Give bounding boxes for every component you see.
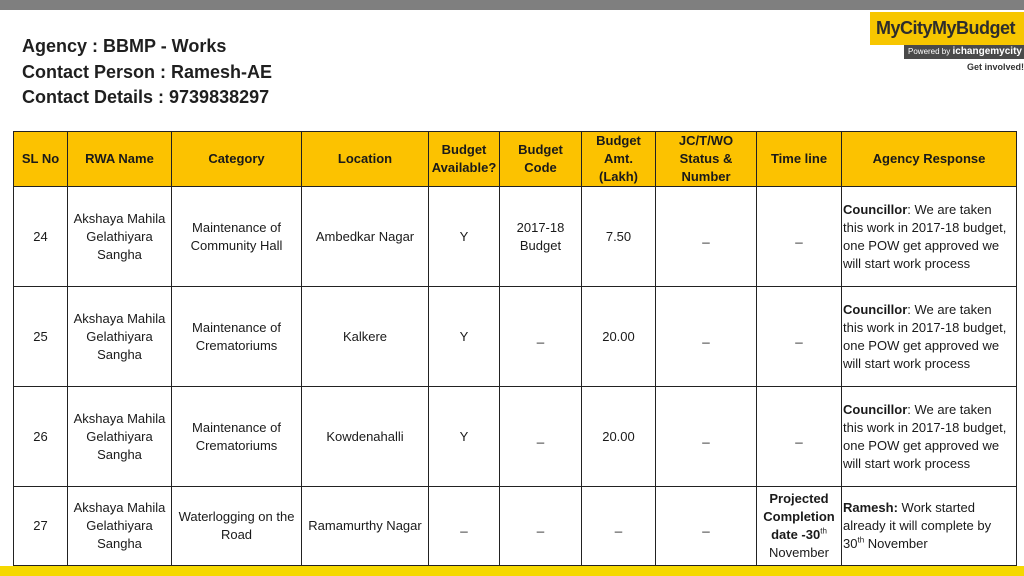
col-header: Location xyxy=(302,132,429,187)
response-suffix: th xyxy=(857,535,865,545)
top-strip xyxy=(0,0,1024,10)
response-text: : We are taken this work in 2017-18 budget, one POW get approved we will start work process xyxy=(843,301,1007,371)
cell-rwa: Akshaya Mahila Gelathiyara Sangha xyxy=(68,387,172,487)
response-author: Ramesh: xyxy=(843,500,898,515)
agency-line: Agency : BBMP - Works xyxy=(22,36,227,56)
cell-sl: 25 xyxy=(14,287,68,387)
cell-available: Y xyxy=(429,387,500,487)
logo-title: MyCityMyBudget xyxy=(870,12,1024,45)
response-author: Councillor xyxy=(843,401,908,417)
table-row xyxy=(14,287,1017,387)
cell-code: _ xyxy=(500,487,582,566)
cell-location: Kalkere xyxy=(302,287,429,387)
response-text: : We are taken this work in 2017-18 budget, one POW get approved we will start work process xyxy=(843,401,1007,471)
cell-category: Waterlogging on the Road xyxy=(172,487,302,566)
cell-category: Maintenance of Crematoriums xyxy=(172,387,302,487)
cell-category: Maintenance of Community Hall xyxy=(172,187,302,287)
contact-person-line: Contact Person : Ramesh-AE xyxy=(22,61,273,82)
col-header: Budget Available? xyxy=(429,132,500,187)
response-author: Councillor xyxy=(843,301,908,317)
cell-sl: 24 xyxy=(14,187,68,287)
cell-rwa: Akshaya Mahila Gelathiyara Sangha xyxy=(68,187,172,287)
col-header: Budget Amt. (Lakh) xyxy=(582,132,656,187)
cell-response xyxy=(842,287,1017,387)
cell-available: Y xyxy=(429,187,500,287)
cell-code: 2017-18 Budget xyxy=(500,187,582,287)
cell-available: Y xyxy=(429,287,500,387)
response-text: Work started already it will complete by 30 xyxy=(843,500,992,551)
partner-name: ichangemycity xyxy=(952,46,1022,57)
col-header: SL No xyxy=(14,132,68,187)
col-header: RWA Name xyxy=(68,132,172,187)
bottom-strip xyxy=(0,566,1024,576)
table-row xyxy=(14,487,1017,566)
response-month: November xyxy=(864,536,928,551)
cell-category: Maintenance of Crematoriums xyxy=(172,287,302,387)
cell-sl: 27 xyxy=(14,487,68,566)
timeline-projected: Projected Completion date -30 xyxy=(763,491,835,542)
cell-response xyxy=(842,387,1017,487)
cell-timeline: _ xyxy=(757,287,842,387)
col-header: Agency Response xyxy=(842,132,1017,187)
table-row xyxy=(14,387,1017,487)
col-header: Budget Code xyxy=(500,132,582,187)
mycitymybudget-logo xyxy=(870,12,1024,74)
cell-amount: 7.50 xyxy=(582,187,656,287)
cell-code: _ xyxy=(500,387,582,487)
cell-available: _ xyxy=(429,487,500,566)
cell-amount: _ xyxy=(582,487,656,566)
timeline-month: November xyxy=(769,545,829,560)
header-row xyxy=(14,132,1017,187)
cell-status: _ xyxy=(656,287,757,387)
cell-amount: 20.00 xyxy=(582,387,656,487)
cell-rwa: Akshaya Mahila Gelathiyara Sangha xyxy=(68,487,172,566)
col-header: Category xyxy=(172,132,302,187)
logo-powered-by xyxy=(904,45,1024,59)
timeline-suffix: th xyxy=(820,526,827,536)
cell-code: _ xyxy=(500,287,582,387)
cell-status: _ xyxy=(656,387,757,487)
cell-rwa: Akshaya Mahila Gelathiyara Sangha xyxy=(68,287,172,387)
cell-timeline xyxy=(757,487,842,566)
col-header: Time line xyxy=(757,132,842,187)
cell-location: Ramamurthy Nagar xyxy=(302,487,429,566)
table-row xyxy=(14,187,1017,287)
works-table xyxy=(13,131,1017,566)
cell-amount: 20.00 xyxy=(582,287,656,387)
cell-location: Ambedkar Nagar xyxy=(302,187,429,287)
response-author: Councillor xyxy=(843,201,908,217)
cell-timeline: _ xyxy=(757,387,842,487)
cell-location: Kowdenahalli xyxy=(302,387,429,487)
col-header: JC/T/WO Status & Number xyxy=(656,132,757,187)
contact-details-line: Contact Details : 9739838297 xyxy=(22,87,270,107)
cell-sl: 26 xyxy=(14,387,68,487)
cell-response xyxy=(842,187,1017,287)
cell-status: _ xyxy=(656,487,757,566)
logo-tagline: Get involved! xyxy=(966,62,1024,72)
powered-by-label: Powered by xyxy=(908,47,951,56)
cell-response xyxy=(842,487,1017,566)
contact-info xyxy=(22,34,272,111)
cell-timeline: _ xyxy=(757,187,842,287)
response-text: : We are taken this work in 2017-18 budget, one POW get approved we will start work process xyxy=(843,201,1007,271)
cell-status: _ xyxy=(656,187,757,287)
